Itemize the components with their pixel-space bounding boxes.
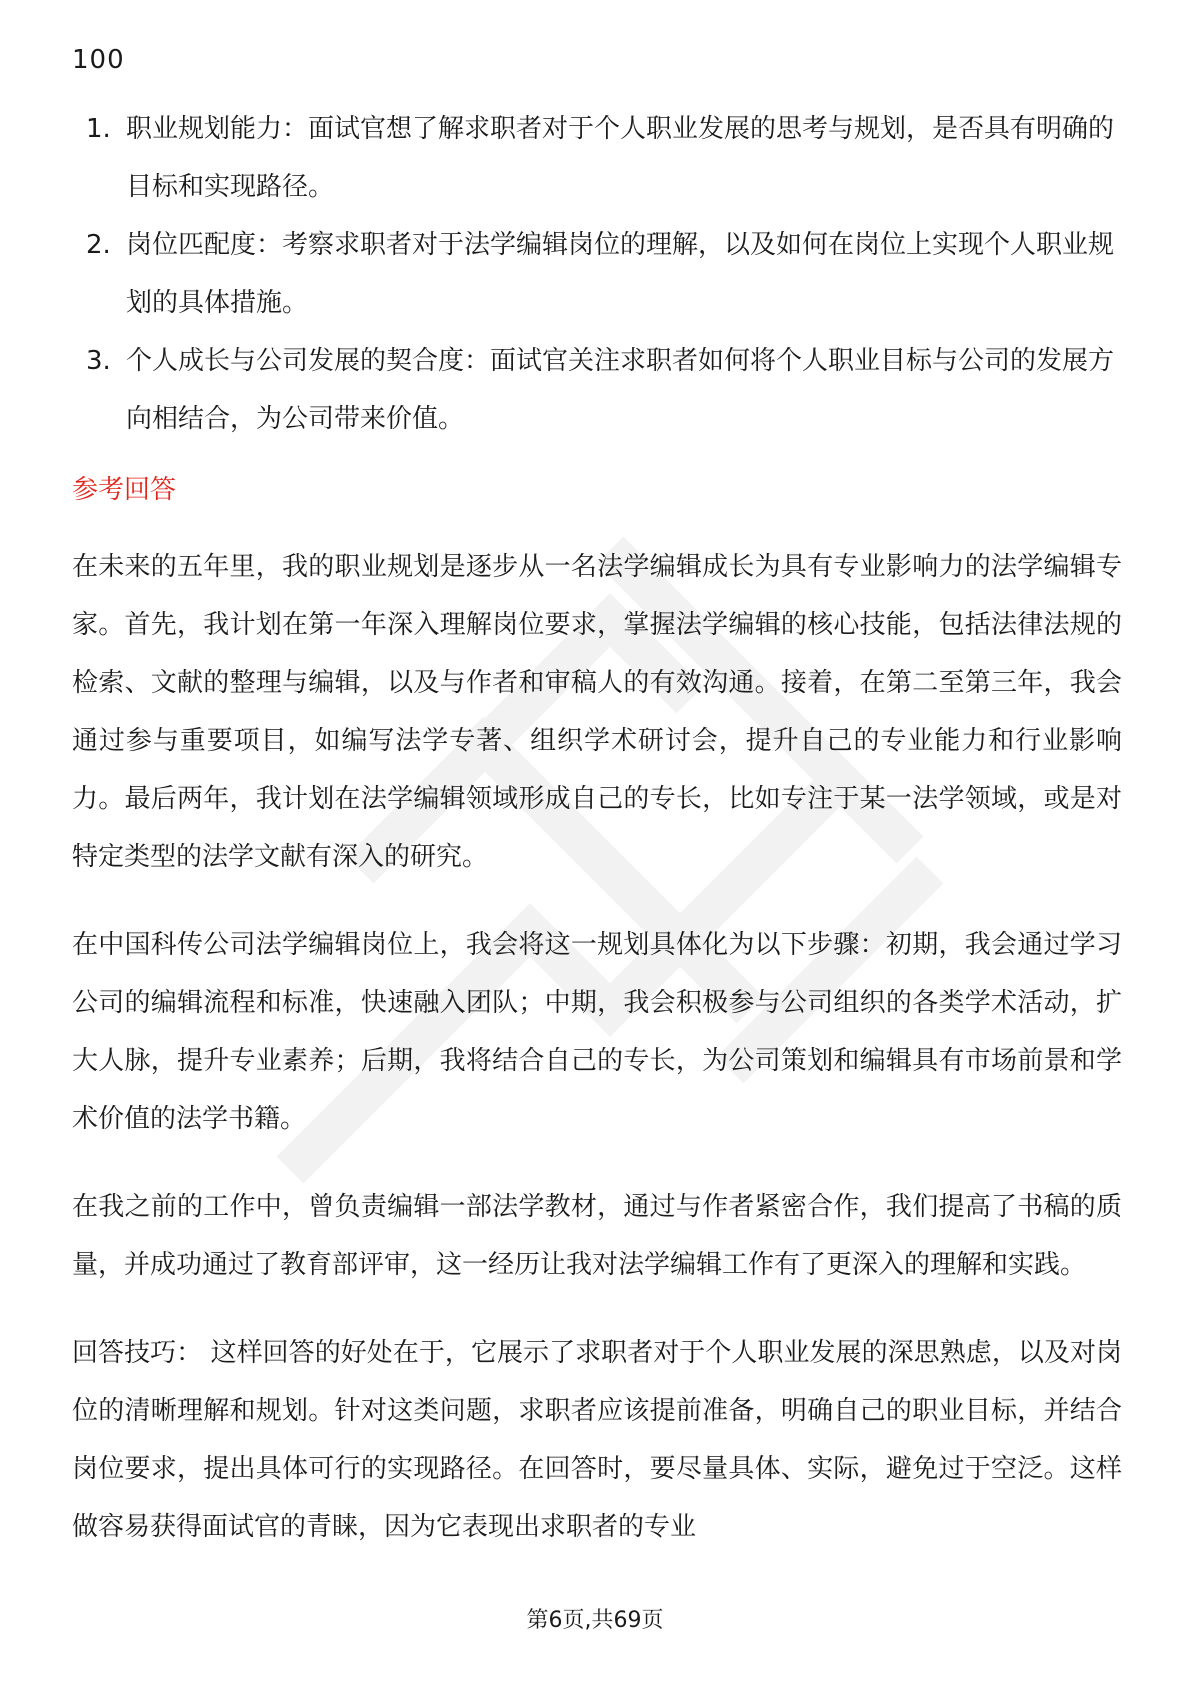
list-item-number: 1. [86, 114, 111, 144]
answer-paragraph: 在我之前的工作中，曾负责编辑一部法学教材，通过与作者紧密合作，我们提高了书稿的质量，并成功通过了教育部评审，这一经历让我对法学编辑工作有了更深入的理解和实践。 [72, 1192, 1122, 1280]
section-heading: 参考回答 [72, 475, 177, 505]
reasons-list [72, 100, 1122, 448]
list-item-number: 3. [86, 346, 111, 376]
tips-paragraph: 回答技巧： 这样回答的好处在于，它展示了求职者对于个人职业发展的深思熟虑，以及对岗位的清晰理解和规划。针对这类问题，求职者应该提前准备，明确自己的职业目标，并结合岗位要求，提出具体可行的实现路径。在回答时，要尽量具体、实际，避免过于空泛。这样做容易获得面试官的青睐，因为它表现出求职者的专业 [72, 1338, 1122, 1542]
answer-paragraph: 在未来的五年里，我的职业规划是逐步从一名法学编辑成长为具有专业影响力的法学编辑专家。首先，我计划在第一年深入理解岗位要求，掌握法学编辑的核心技能，包括法律法规的检索、文献的整理与编辑，以及与作者和审稿人的有效沟通。接着，在第二至第三年，我会通过参与重要项目，如编写法学专著、组织学术研讨会，提升自己的专业能力和行业影响力。最后两年，我计划在法学编辑领域形成自己的专长，比如专注于某一法学领域，或是对特定类型的法学文献有深入的研究。 [72, 552, 1122, 872]
page-content [72, 40, 1122, 1586]
top-page-number: 100 [72, 45, 125, 75]
answer-paragraph: 在中国科传公司法学编辑岗位上，我会将这一规划具体化为以下步骤：初期，我会通过学习公司的编辑流程和标准，快速融入团队；中期，我会积极参与公司组织的各类学术活动，扩大人脉，提升专业素养；后期，我将结合自己的专长，为公司策划和编辑具有市场前景和学术价值的法学书籍。 [72, 930, 1122, 1134]
list-item-number: 2. [86, 230, 111, 260]
list-item [72, 100, 1122, 216]
page-footer: 第6页,共69页 [526, 1608, 664, 1633]
list-item [72, 332, 1122, 448]
list-item-text: 个人成长与公司发展的契合度：面试官关注求职者如何将个人职业目标与公司的发展方向相结合，为公司带来价值。 [126, 346, 1115, 434]
list-item-text: 岗位匹配度：考察求职者对于法学编辑岗位的理解，以及如何在岗位上实现个人职业规划的具体措施。 [126, 230, 1115, 318]
list-item [72, 216, 1122, 332]
list-item-text: 职业规划能力：面试官想了解求职者对于个人职业发展的思考与规划，是否具有明确的目标和实现路径。 [126, 114, 1115, 202]
